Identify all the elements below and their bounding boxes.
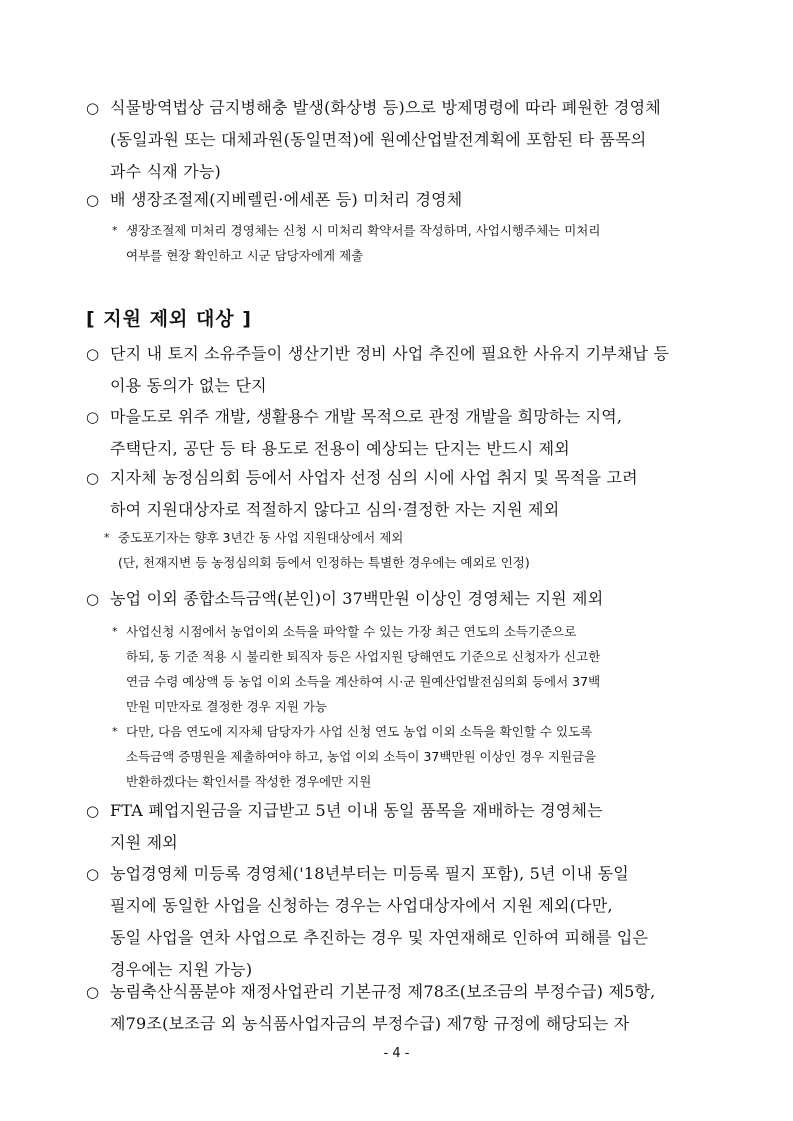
bullet-item [86, 795, 726, 859]
text-line: 주택단지, 공단 등 타 용도로 전용이 예상되는 단지는 반드시 제외 [110, 439, 570, 458]
asterisk-icon: * [104, 531, 110, 544]
text-line: 하여 지원대상자로 적절하지 않다고 심의·결정한 자는 지원 제외 [110, 500, 560, 519]
note-line: 다만, 다음 연도에 지자체 담당자가 사업 신청 연도 농업 이외 소득을 확인할 수 있도록 [126, 724, 593, 739]
note-line: 만원 미만자로 결정한 경우 지원 가능 [126, 699, 327, 714]
text-line: 경우에는 지원 가능) [110, 960, 253, 979]
bullet-item [86, 976, 726, 1040]
text-line: 과수 식재 가능) [110, 162, 221, 181]
circle-bullet-icon: ○ [86, 191, 100, 209]
text-line: FTA 폐업지원금을 지급받고 5년 이내 동일 품목을 재배하는 경영체는 [110, 801, 603, 820]
text-line: 제79조(보조금 외 농식품사업자금의 부정수급) 제7항 규정에 해당되는 자 [110, 1014, 630, 1033]
section-heading: [ 지원 제외 대상 ] [86, 308, 252, 330]
text-line: (동일과원 또는 대체과원(동일면적)에 원예산업발전계획에 포함된 타 품목의 [110, 130, 647, 149]
circle-bullet-icon: ○ [86, 408, 100, 426]
bullet-item [86, 184, 726, 216]
asterisk-icon: * [112, 725, 118, 738]
text-line: 단지 내 토지 소유주들이 생산기반 정비 사업 추진에 필요한 사유지 기부채납 등 [110, 344, 670, 363]
text-line: 마을도로 위주 개발, 생활용수 개발 목적으로 관정 개발을 희망하는 지역, [110, 407, 623, 426]
text-line: 농업 이외 종합소득금액(본인)이 37백만원 이상인 경영체는 지원 제외 [110, 589, 604, 608]
page-number: - 4 - [383, 1046, 410, 1061]
note-line: 생장조절제 미처리 경영체는 신청 시 미처리 확약서를 작성하며, 사업시행주체는 미처리 [126, 223, 601, 238]
text-line: 이용 동의가 없는 단지 [110, 376, 267, 395]
text-line: 필지에 동일한 사업을 신청하는 경우는 사업대상자에서 지원 제외(다만, [110, 896, 613, 915]
bullet-text [110, 92, 726, 188]
circle-bullet-icon: ○ [86, 469, 100, 487]
note-line: 하되, 동 기준 적용 시 불리한 퇴직자 등은 사업지원 당해연도 기준으로 신청자가 신고한 [126, 649, 601, 664]
footnote [112, 218, 732, 268]
circle-bullet-icon: ○ [86, 802, 100, 820]
bullet-item [86, 92, 726, 188]
text-line: 식물방역법상 금지병해충 발생(화상병 등)으로 방제명령에 따라 폐원한 경영체 [110, 98, 661, 117]
text-line: 지자체 농정심의회 등에서 사업자 선정 심의 시에 사업 취지 및 목적을 고려 [110, 468, 638, 487]
bullet-text [110, 184, 726, 216]
circle-bullet-icon: ○ [86, 983, 100, 1001]
circle-bullet-icon: ○ [86, 99, 100, 117]
asterisk-icon: * [112, 625, 118, 638]
footnote [112, 619, 732, 719]
note-line: 소득금액 증명원을 제출하여야 하고, 농업 이외 소득이 37백만원 이상인 경우 지원금을 [126, 749, 597, 764]
asterisk-icon: * [112, 224, 118, 237]
bullet-item [86, 583, 726, 615]
bullet-item [86, 858, 726, 986]
text-line: 지원 제외 [110, 833, 178, 852]
footnote [104, 525, 724, 575]
text-line: 농업경영체 미등록 경영체('18년부터는 미등록 필지 포함), 5년 이내 동일 [110, 864, 629, 883]
text-line: 배 생장조절제(지베렐린·에세폰 등) 미처리 경영체 [110, 190, 463, 209]
text-line: 농림축산식품분야 재정사업관리 기본규정 제78조(보조금의 부정수급) 제5항, [110, 982, 656, 1001]
note-line: 반환하겠다는 확인서를 작성한 경우에만 지원 [126, 774, 372, 789]
note-line: 여부를 현장 확인하고 시군 담당자에게 제출 [126, 248, 364, 263]
note-line: 사업신청 시점에서 농업이외 소득을 파악할 수 있는 가장 최근 연도의 소득기준으로 [126, 624, 577, 639]
note-line: (단, 천재지변 등 농정심의회 등에서 인정하는 특별한 경우에는 예외로 인정) [118, 555, 530, 570]
note-line: 연금 수령 예상액 등 농업 이외 소득을 계산하여 시·군 원예산업발전심의회 등에서 37백 [126, 674, 601, 689]
bullet-item [86, 462, 726, 526]
circle-bullet-icon: ○ [86, 345, 100, 363]
bullet-item [86, 338, 726, 402]
bullet-item [86, 401, 726, 465]
circle-bullet-icon: ○ [86, 590, 100, 608]
text-line: 동일 사업을 연차 사업으로 추진하는 경우 및 자연재해로 인하여 피해를 입은 [110, 928, 649, 947]
footnote [112, 719, 732, 794]
circle-bullet-icon: ○ [86, 865, 100, 883]
note-line: 중도포기자는 향후 3년간 동 사업 지원대상에서 제외 [118, 530, 404, 545]
